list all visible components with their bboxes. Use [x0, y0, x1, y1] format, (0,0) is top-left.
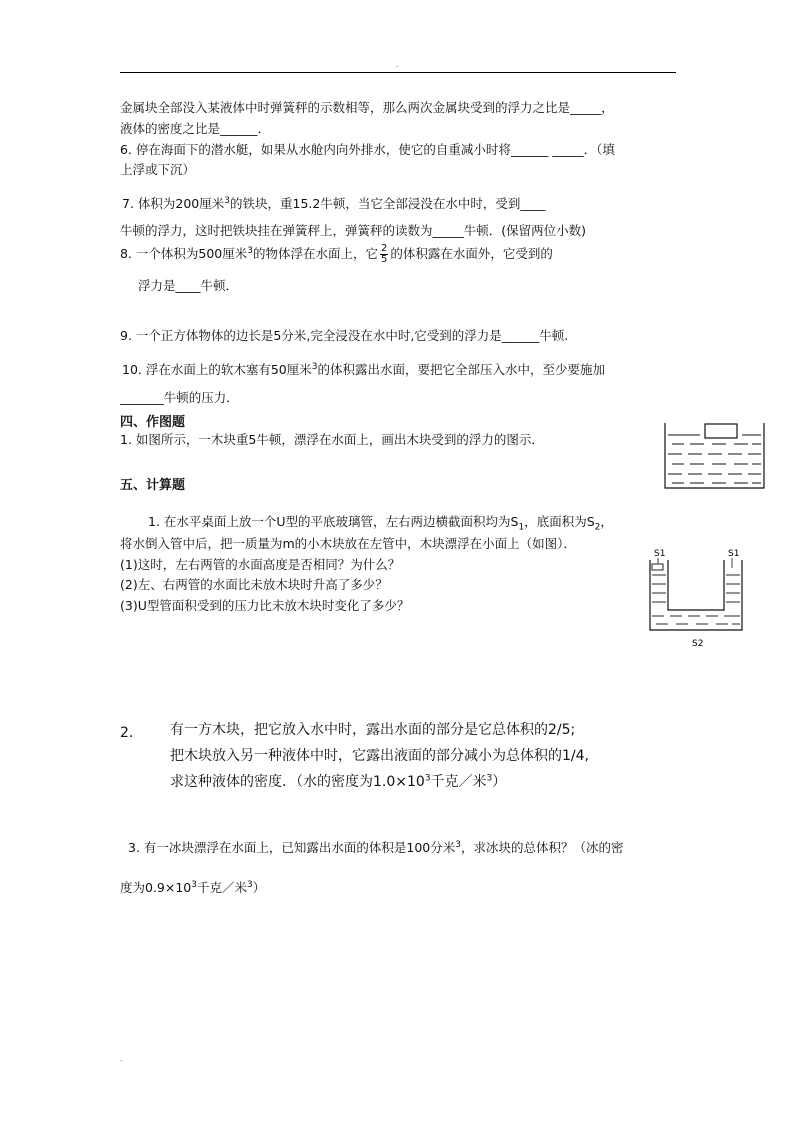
- label-s1-right: S1: [728, 549, 740, 559]
- question-8-line1: 8. 一个体积为500厘米$^3$的物体浮在水面上，它 $\frac{2}{5}$ 的体积露在水面外，它受到的: [120, 243, 553, 265]
- calc-question-3-line2: 度为$0.9\times 10^3$千克／米$^3$）: [120, 879, 266, 895]
- calc-question-2-number: 2.: [120, 725, 134, 741]
- text-line-density-ratio: 液体的密度之比是______．: [120, 121, 271, 136]
- question-7-line2: 牛顿的浮力，这时把铁块挂在弹簧秤上，弹簧秤的读数为_____牛顿．(保留两位小数): [120, 223, 587, 238]
- calc-question-3-line1: 3. 有一冰块漂浮在水面上，已知露出水面的体积是100分米$^3$，求冰块的总体积？（冰的密: [128, 839, 624, 855]
- footer-dot: .: [120, 1054, 123, 1063]
- section-5-heading: 五、计算题: [120, 478, 186, 493]
- section-4-heading: 四、作图题: [120, 415, 186, 430]
- small-wood-block: [652, 564, 663, 570]
- calc-question-2-line2: 把木块放入另一种液体中时，它露出液面的部分减小为总体积的1∕4,: [170, 748, 589, 764]
- u-tube-water-hatching: [652, 575, 740, 624]
- wood-block: [705, 424, 737, 438]
- question-6-line1: 6. 停在海面下的潜水艇，如果从水舱内向外排水，使它的自重减小时将______ _____．（填: [120, 142, 615, 157]
- water-hatching: [668, 435, 761, 483]
- calc-question-1-line2: 将水倒入管中后，把一质量为m的小木块放在左管中，木块漂浮在小面上（如图）．: [120, 536, 576, 551]
- question-8-line2: 浮力是____牛顿．: [138, 278, 239, 293]
- header-dot: .: [396, 60, 399, 69]
- section-4-question-1: 1. 如图所示，一木块重5牛顿，漂浮在水面上，画出木块受到的浮力的图示．: [120, 432, 544, 447]
- question-9: 9. 一个正方体物体的边长是5分米,完全浸没在水中时,它受到的浮力是______牛顿.: [120, 328, 569, 343]
- u-tube-figure: [646, 544, 746, 652]
- calc-question-2-line1: 有一方木块，把它放入水中时，露出水面的部分是它总体积的2∕5;: [170, 722, 576, 738]
- u-tube-outer: [650, 560, 742, 630]
- fraction-two-fifths: $\frac{2}{5}$: [381, 243, 388, 265]
- text-line-continuation: 金属块全部没入某液体中时弹簧秤的示数相等，那么两次金属块受到的浮力之比是_____，: [120, 100, 614, 115]
- calc-question-2-line3: 求这种液体的密度．（水的密度为$1.0\times 10^3$千克／米$^3$）: [170, 773, 507, 790]
- question-10-line1: 10. 浮在水面上的软木塞有50厘米$^3$的体积露出水面，要把它全部压入水中，至少要施加: [122, 361, 606, 377]
- header-rule: [120, 72, 676, 73]
- question-7-line1: 7. 体积为200厘米$^3$的铁块，重15.2牛顿，当它全部浸没在水中时，受到____: [122, 195, 546, 211]
- wood-block-figure: [664, 420, 766, 490]
- label-s2: S2: [692, 639, 704, 649]
- calc-question-1-part2: (2)左、右两管的水面比未放木块时升高了多少？: [120, 577, 388, 592]
- calc-question-1-part3: (3)U型管面积受到的压力比未放木块时变化了多少？: [120, 598, 410, 613]
- label-s1-left: S1: [654, 549, 666, 559]
- question-10-line2: _______牛顿的压力．: [120, 390, 239, 405]
- calc-question-1-line1: 1. 在水平桌面上放一个U型的平底玻璃管，左右两边横截面积均为$S_1$，底面积为$S_2$，: [148, 514, 613, 533]
- calc-question-1-part1: (1)这时，左右两管的水面高度是否相同？为什么？: [120, 557, 401, 572]
- question-6-line2: 上浮或下沉）: [120, 162, 196, 177]
- u-tube-inner: [668, 560, 724, 610]
